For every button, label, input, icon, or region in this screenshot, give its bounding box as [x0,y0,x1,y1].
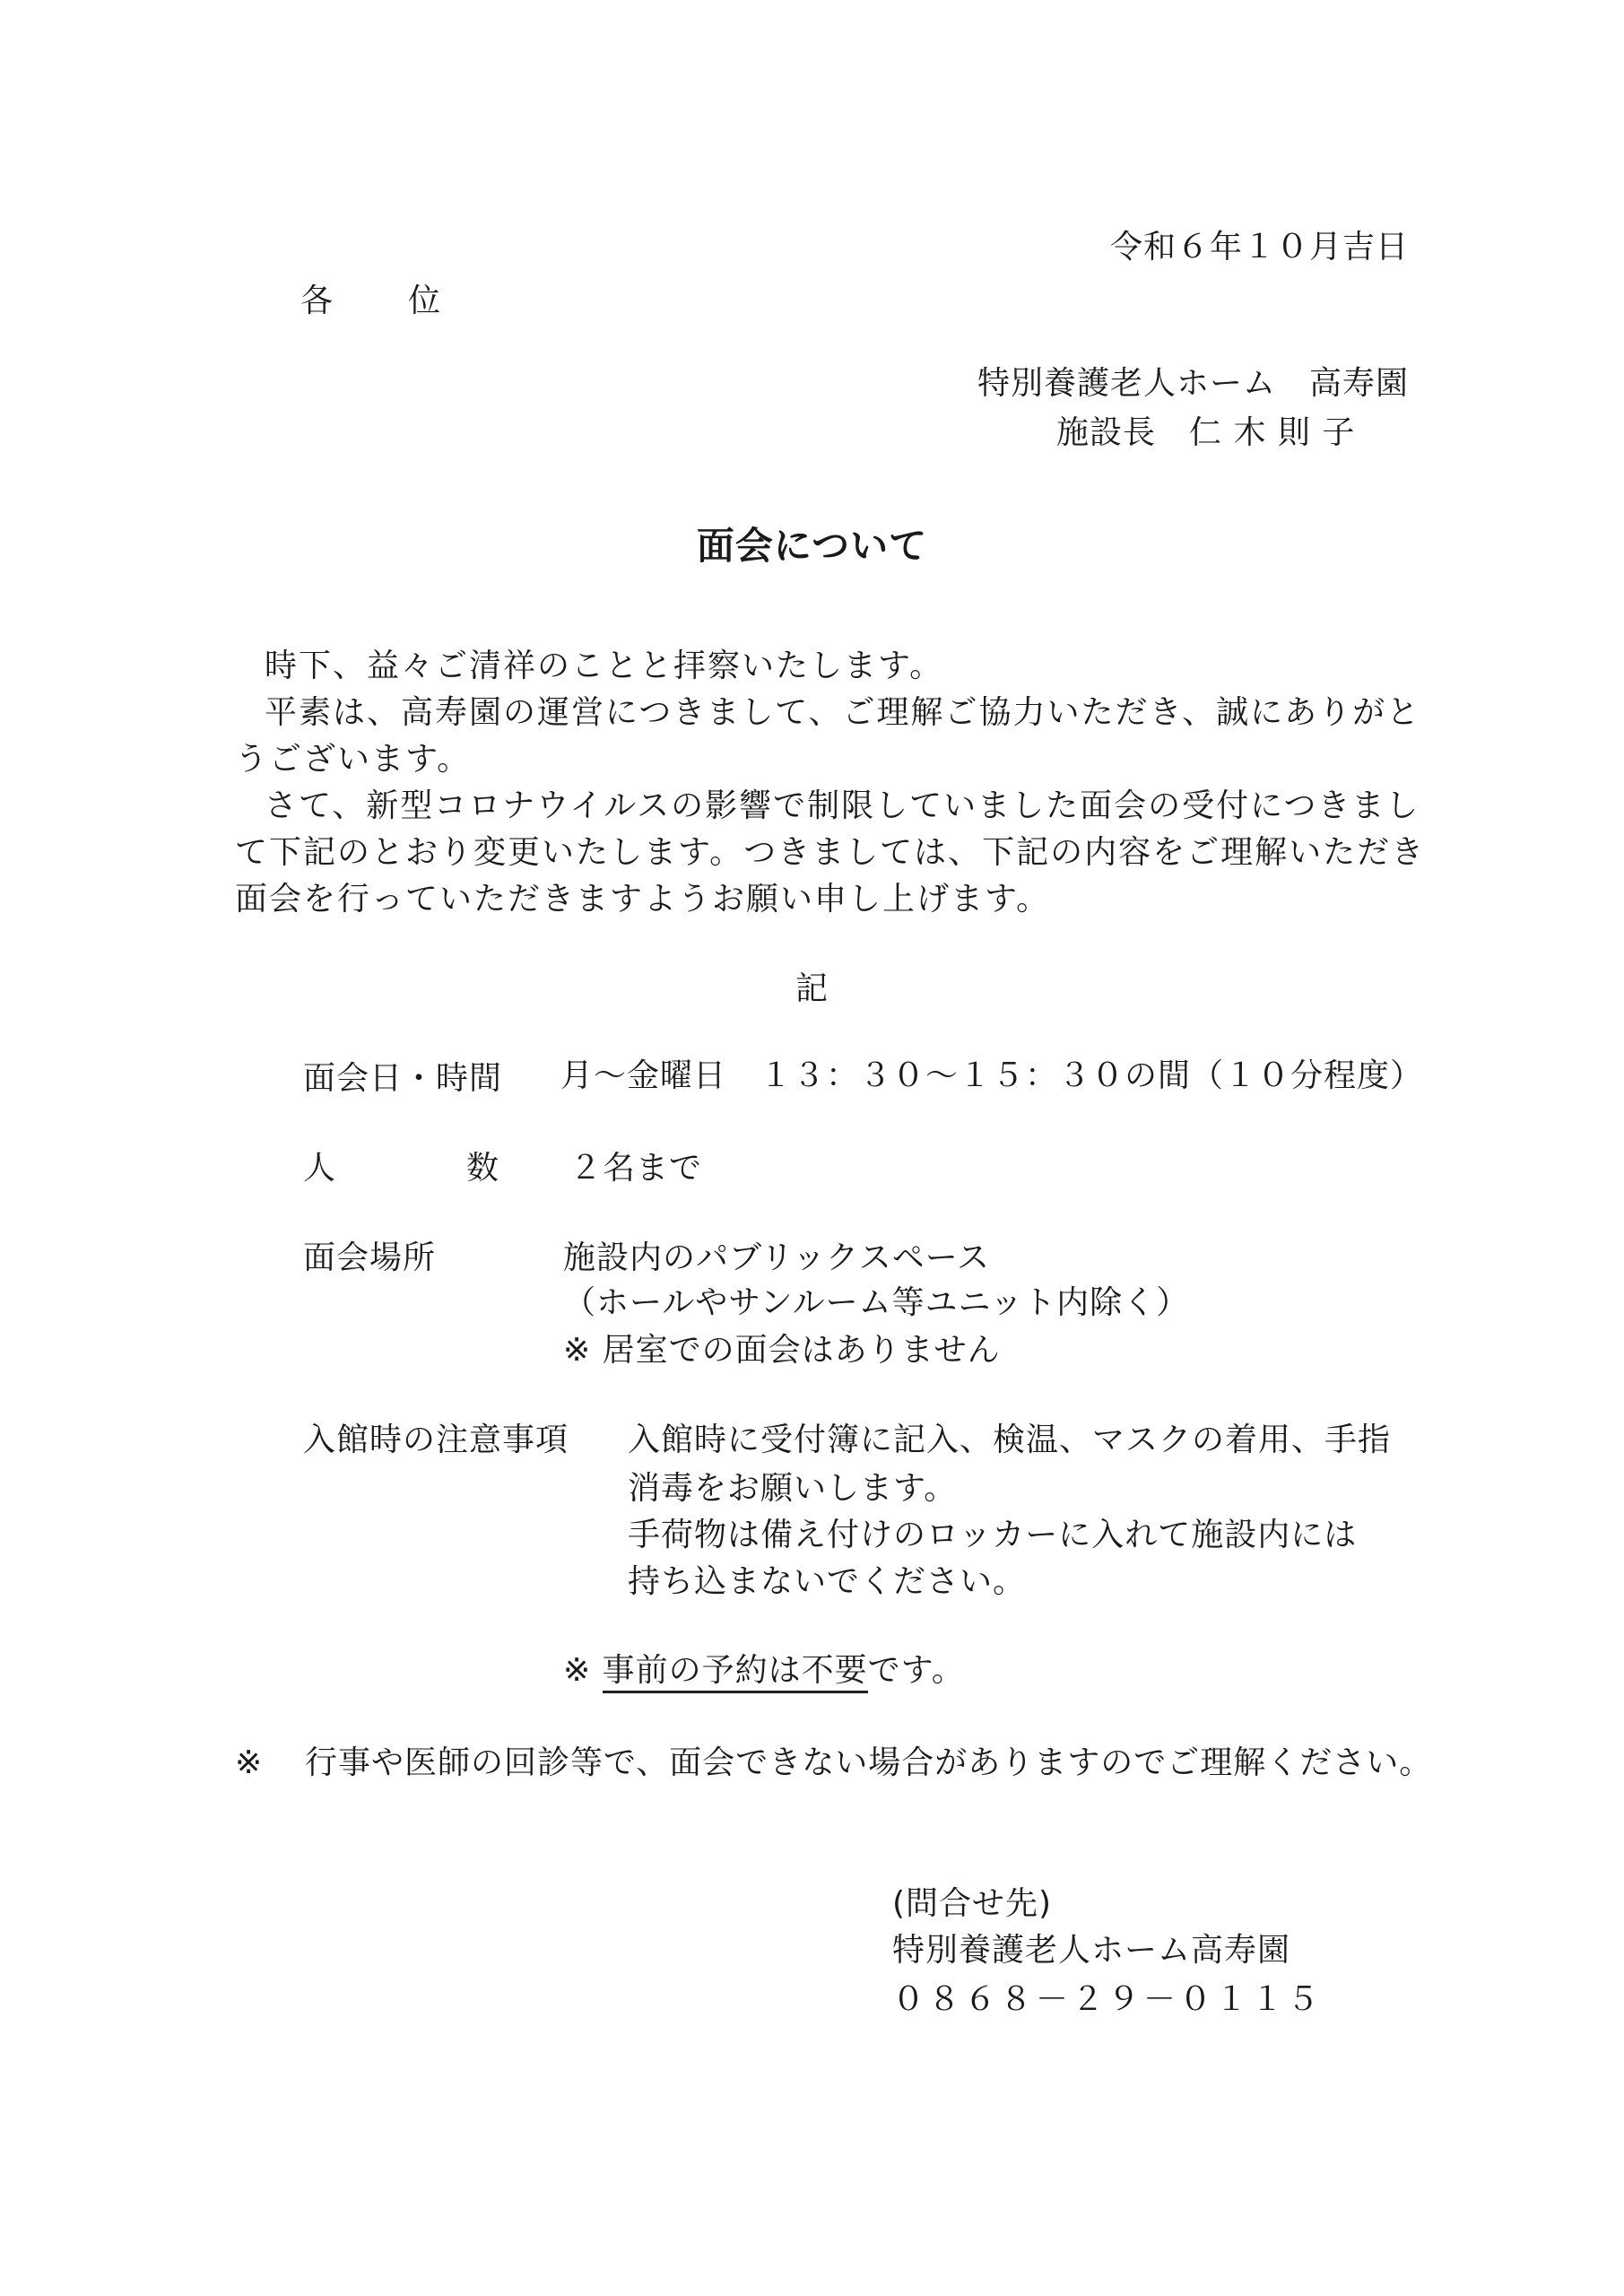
notes-value-3: 手荷物は備え付けのロッカーに入れて施設内には [628,1517,1358,1553]
place-value-2: （ホールやサンルーム等ユニット内除く） [563,1284,1190,1321]
people-label-2: 数 [466,1150,500,1187]
issuer-director: 施設長 仁 木 則 子 [1056,414,1356,451]
place-label: 面会場所 [303,1239,437,1276]
body-line-5: て下記のとおり変更いたします。つきましては、下記の内容をご理解いただき [235,834,1426,871]
body-line-1: 時下、益々ご清祥のことと拝察いたします。 [265,648,944,684]
notes-value-1: 入館時に受付簿に記入、検温、マスクの着用、手指 [628,1422,1392,1458]
reservation-underlined-1: 事前の予約は [603,1652,802,1693]
notes-value-2: 消毒をお願いします。 [628,1470,958,1507]
contact-organization: 特別養護老人ホーム高寿園 [892,1932,1291,1969]
people-value: ２名まで [569,1150,703,1187]
contact-phone: ０８６８－２９－０１１５ [892,1981,1324,2018]
notes-value-4: 持ち込まないでください。 [628,1563,1027,1600]
people-label-1: 人 [303,1150,337,1187]
time-value: 月～金曜日 １３：３０～１５：３０の間（１０分程度） [560,1057,1424,1094]
reservation-notice [563,1652,965,1689]
ki-heading: 記 [795,970,829,1007]
body-line-4: さて、新型コロナウイルスの影響で制限していました面会の受付につきまし [265,787,1420,824]
contact-heading: (問合せ先) [892,1885,1053,1922]
place-value-1: 施設内のパブリックスペース [563,1239,990,1276]
reservation-underlined-2: 不要 [802,1652,868,1693]
body-line-2: 平素は、高寿園の運営につきまして、ご理解ご協力いただき、誠にありがと [265,694,1421,731]
recipient: 各 位 [300,283,463,319]
document-title: 面会について [696,524,928,568]
issue-date: 令和６年１０月吉日 [1110,229,1410,265]
time-label: 面会日・時間 [303,1060,503,1097]
notes-label: 入館時の注意事項 [303,1422,569,1458]
reservation-mark: ※ [563,1652,592,1689]
place-value-3: ※ 居室での面会はありません [563,1332,1001,1369]
footnote-mark: ※ [235,1744,264,1781]
body-line-3: うございます。 [235,741,472,778]
body-line-6: 面会を行っていただきますようお願い申し上げます。 [235,881,1051,918]
footnote-text: 行事や医師の回診等で、面会できない場合がありますのでご理解ください。 [305,1744,1433,1781]
reservation-tail: です。 [867,1652,965,1689]
issuer-organization: 特別養護老人ホーム 高寿園 [977,365,1410,402]
